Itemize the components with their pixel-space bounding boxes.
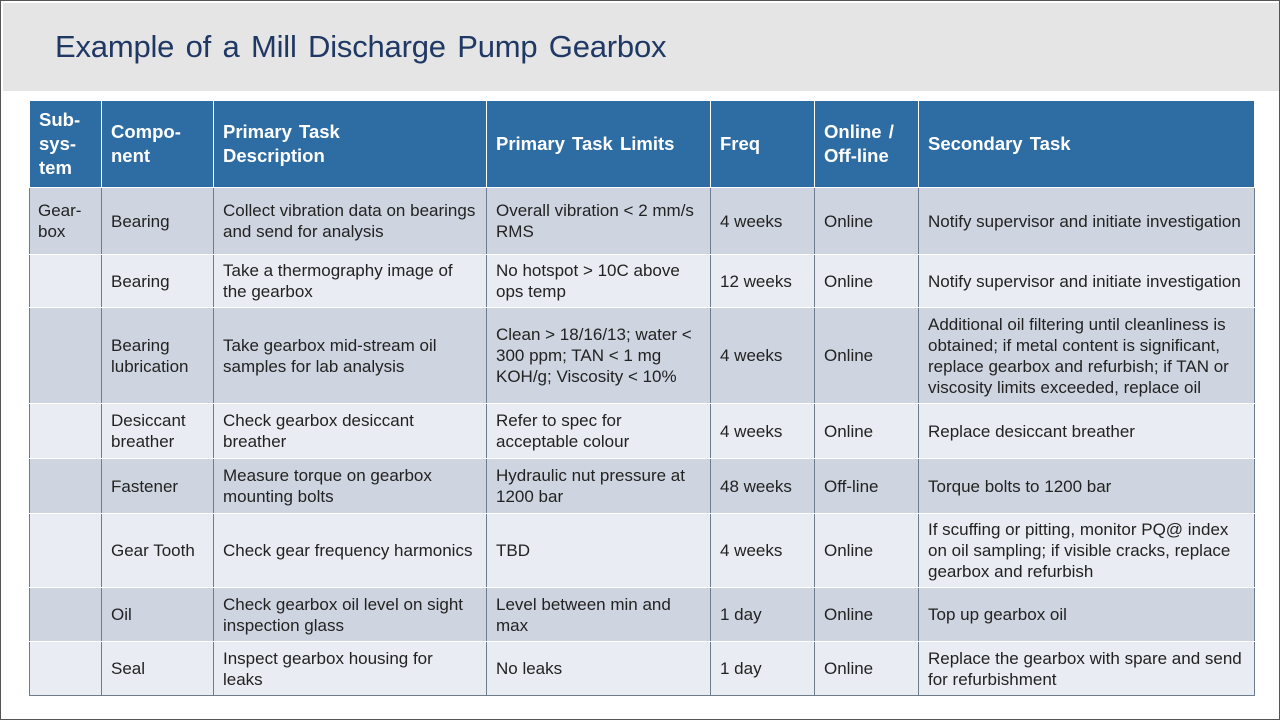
maintenance-task-table — [29, 100, 1255, 696]
cell-secondary: Replace the gearbox with spare and send for refurbishment — [919, 642, 1255, 696]
table-row — [30, 188, 1255, 255]
cell-secondary: Notify supervisor and initiate investigation — [919, 188, 1255, 255]
cell-subsystem — [30, 642, 102, 696]
header-secondary-task: Secondary Task — [919, 101, 1255, 188]
cell-subsystem — [30, 404, 102, 459]
cell-limits: Overall vibration < 2 mm/s RMS — [487, 188, 711, 255]
cell-component: Seal — [102, 642, 214, 696]
cell-subsystem — [30, 588, 102, 642]
cell-subsystem — [30, 308, 102, 404]
table-row — [30, 514, 1255, 588]
cell-limits: Level between min and max — [487, 588, 711, 642]
cell-subsystem: Gear- box — [30, 188, 102, 255]
cell-secondary: Replace desiccant breather — [919, 404, 1255, 459]
cell-subsystem — [30, 514, 102, 588]
cell-mode: Online — [815, 188, 919, 255]
cell-component: Bearing — [102, 255, 214, 308]
cell-description: Collect vibration data on bearings and send for analysis — [214, 188, 487, 255]
cell-description: Check gearbox desiccant breather — [214, 404, 487, 459]
cell-mode: Online — [815, 308, 919, 404]
cell-freq: 48 weeks — [711, 459, 815, 514]
cell-freq: 4 weeks — [711, 514, 815, 588]
cell-secondary: If scuffing or pitting, monitor PQ@ index on oil sampling; if visible cracks, replace gearbox and refurbish — [919, 514, 1255, 588]
cell-freq: 12 weeks — [711, 255, 815, 308]
cell-description: Check gear frequency harmonics — [214, 514, 487, 588]
table-header-row — [30, 101, 1255, 188]
table-row — [30, 642, 1255, 696]
table-row — [30, 459, 1255, 514]
cell-component: Gear Tooth — [102, 514, 214, 588]
cell-secondary: Torque bolts to 1200 bar — [919, 459, 1255, 514]
table-row — [30, 308, 1255, 404]
cell-mode: Online — [815, 404, 919, 459]
table-row — [30, 255, 1255, 308]
cell-limits: No hotspot > 10C above ops temp — [487, 255, 711, 308]
cell-description: Inspect gearbox housing for leaks — [214, 642, 487, 696]
header-component: Compo- nent — [102, 101, 214, 188]
cell-subsystem — [30, 255, 102, 308]
cell-description: Check gearbox oil level on sight inspection glass — [214, 588, 487, 642]
slide-title: Example of a Mill Discharge Pump Gearbox — [55, 29, 667, 64]
cell-component: Oil — [102, 588, 214, 642]
cell-secondary: Notify supervisor and initiate investigation — [919, 255, 1255, 308]
table-row — [30, 404, 1255, 459]
cell-freq: 1 day — [711, 642, 815, 696]
cell-mode: Off-line — [815, 459, 919, 514]
cell-freq: 1 day — [711, 588, 815, 642]
cell-freq: 4 weeks — [711, 308, 815, 404]
cell-secondary: Additional oil filtering until cleanliness is obtained; if metal content is significant, replace gearbox and refurbish; if TAN or viscosity limits exceeded, replace oil — [919, 308, 1255, 404]
cell-mode: Online — [815, 514, 919, 588]
cell-mode: Online — [815, 255, 919, 308]
cell-limits: Refer to spec for acceptable colour — [487, 404, 711, 459]
cell-description: Take a thermography image of the gearbox — [214, 255, 487, 308]
cell-limits: TBD — [487, 514, 711, 588]
cell-freq: 4 weeks — [711, 188, 815, 255]
cell-freq: 4 weeks — [711, 404, 815, 459]
header-primary-task-description: Primary Task Description — [214, 101, 487, 188]
header-freq: Freq — [711, 101, 815, 188]
cell-limits: Hydraulic nut pressure at 1200 bar — [487, 459, 711, 514]
header-primary-task-limits: Primary Task Limits — [487, 101, 711, 188]
table-row — [30, 588, 1255, 642]
header-online-offline: Online / Off-line — [815, 101, 919, 188]
cell-component: Fastener — [102, 459, 214, 514]
cell-limits: Clean > 18/16/13; water < 300 ppm; TAN < 1 mg KOH/g; Viscosity < 10% — [487, 308, 711, 404]
cell-component: Desiccant breather — [102, 404, 214, 459]
title-bar — [3, 3, 1279, 91]
cell-mode: Online — [815, 642, 919, 696]
cell-subsystem — [30, 459, 102, 514]
cell-description: Take gearbox mid-stream oil samples for lab analysis — [214, 308, 487, 404]
cell-component: Bearing lubrication — [102, 308, 214, 404]
cell-limits: No leaks — [487, 642, 711, 696]
cell-mode: Online — [815, 588, 919, 642]
header-subsystem: Sub- sys- tem — [30, 101, 102, 188]
cell-description: Measure torque on gearbox mounting bolts — [214, 459, 487, 514]
cell-component: Bearing — [102, 188, 214, 255]
cell-secondary: Top up gearbox oil — [919, 588, 1255, 642]
